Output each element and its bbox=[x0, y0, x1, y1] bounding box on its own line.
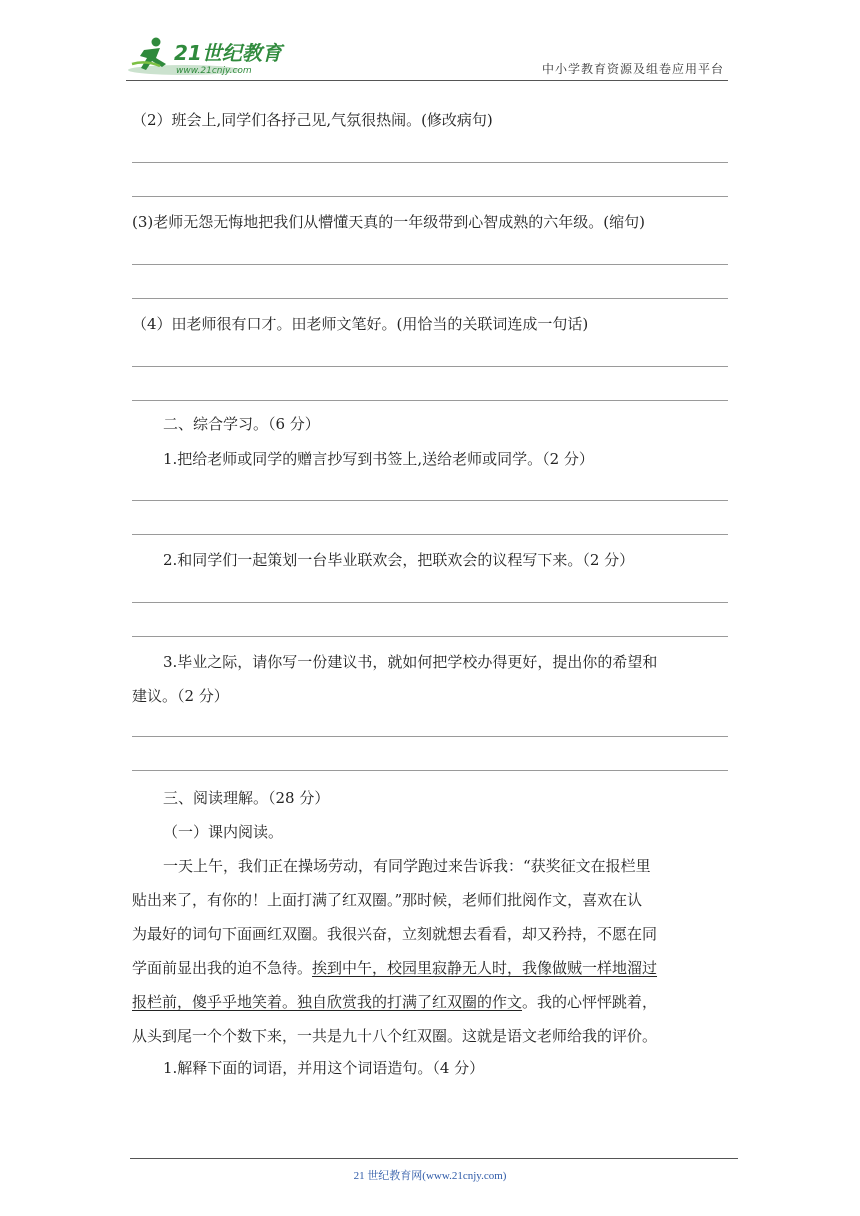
answer-line bbox=[132, 366, 728, 367]
answer-line bbox=[132, 636, 728, 637]
passage-line: 贴出来了，有你的！上面打满了红双圈。”那时候，老师们批阅作文，喜欢在认 bbox=[132, 891, 643, 909]
question-2: （2）班会上,同学们各抒己见,气氛很热闹。(修改病句) bbox=[132, 111, 493, 129]
answer-line bbox=[132, 534, 728, 535]
passage-line bbox=[132, 992, 657, 1012]
answer-line bbox=[132, 500, 728, 501]
answer-line bbox=[132, 736, 728, 737]
passage-line: 为最好的词句下面画红双圈。我很兴奋，立刻就想去看看，却又矜持，不愿在同 bbox=[132, 925, 658, 943]
header-platform-text: 中小学教育资源及组卷应用平台 bbox=[541, 62, 724, 76]
question-4: （4）田老师很有口才。田老师文笔好。(用恰当的关联词连成一句话) bbox=[132, 315, 589, 333]
section-2-item-3-line-1: 3.毕业之际，请你写一份建议书，就如何把学校办得更好，提出你的希望和 bbox=[163, 653, 658, 671]
section-3-subtitle: （一）课内阅读。 bbox=[163, 823, 284, 841]
footer-link[interactable]: 21 世纪教育网(www.21cnjy.com) bbox=[353, 1170, 507, 1182]
reading-question-1: 1.解释下面的词语，并用这个词语造句。（4 分） bbox=[163, 1059, 485, 1077]
section-3-title: 三、阅读理解。（28 分） bbox=[163, 789, 330, 807]
logo-url-text: www.21cnjy.com bbox=[176, 66, 252, 76]
footer-divider bbox=[130, 1158, 738, 1159]
answer-line bbox=[132, 298, 728, 299]
passage-underlined-text: 报栏前，傻乎乎地笑着。独自欣赏我的打满了红双圈的作文 bbox=[132, 993, 523, 1011]
passage-underlined-text: 挨到中午，校园里寂静无人时，我像做贼一样地溜过 bbox=[312, 959, 658, 977]
answer-line bbox=[132, 264, 728, 265]
passage-line: 从头到尾一个个数下来，一共是九十八个红双圈。这就是语文老师给我的评价。 bbox=[132, 1027, 658, 1045]
passage-text: 学面前显出我的迫不急待。 bbox=[132, 959, 313, 977]
question-3: (3)老师无怨无悔地把我们从懵懂天真的一年级带到心智成熟的六年级。(缩句) bbox=[132, 213, 645, 231]
answer-line bbox=[132, 400, 728, 401]
site-logo bbox=[126, 34, 296, 80]
passage-line: 一天上午，我们正在操场劳动，有同学跑过来告诉我：“获奖征文在报栏里 bbox=[163, 857, 651, 875]
section-2-item-1: 1.把给老师或同学的赠言抄写到书签上,送给老师或同学。（2 分） bbox=[163, 450, 594, 468]
passage-line bbox=[132, 958, 657, 978]
answer-line bbox=[132, 770, 728, 771]
section-2-item-3-line-2: 建议。（2 分） bbox=[132, 687, 229, 705]
passage-text: 。我的心怦怦跳着， bbox=[522, 993, 658, 1011]
logo-main-text: 21世纪教育 bbox=[174, 41, 282, 65]
answer-line bbox=[132, 602, 728, 603]
answer-line bbox=[132, 162, 728, 163]
section-2-item-2: 2.和同学们一起策划一台毕业联欢会，把联欢会的议程写下来。（2 分） bbox=[163, 551, 635, 569]
section-2-title: 二、综合学习。（6 分） bbox=[163, 415, 320, 433]
header-divider bbox=[126, 80, 728, 81]
answer-line bbox=[132, 196, 728, 197]
